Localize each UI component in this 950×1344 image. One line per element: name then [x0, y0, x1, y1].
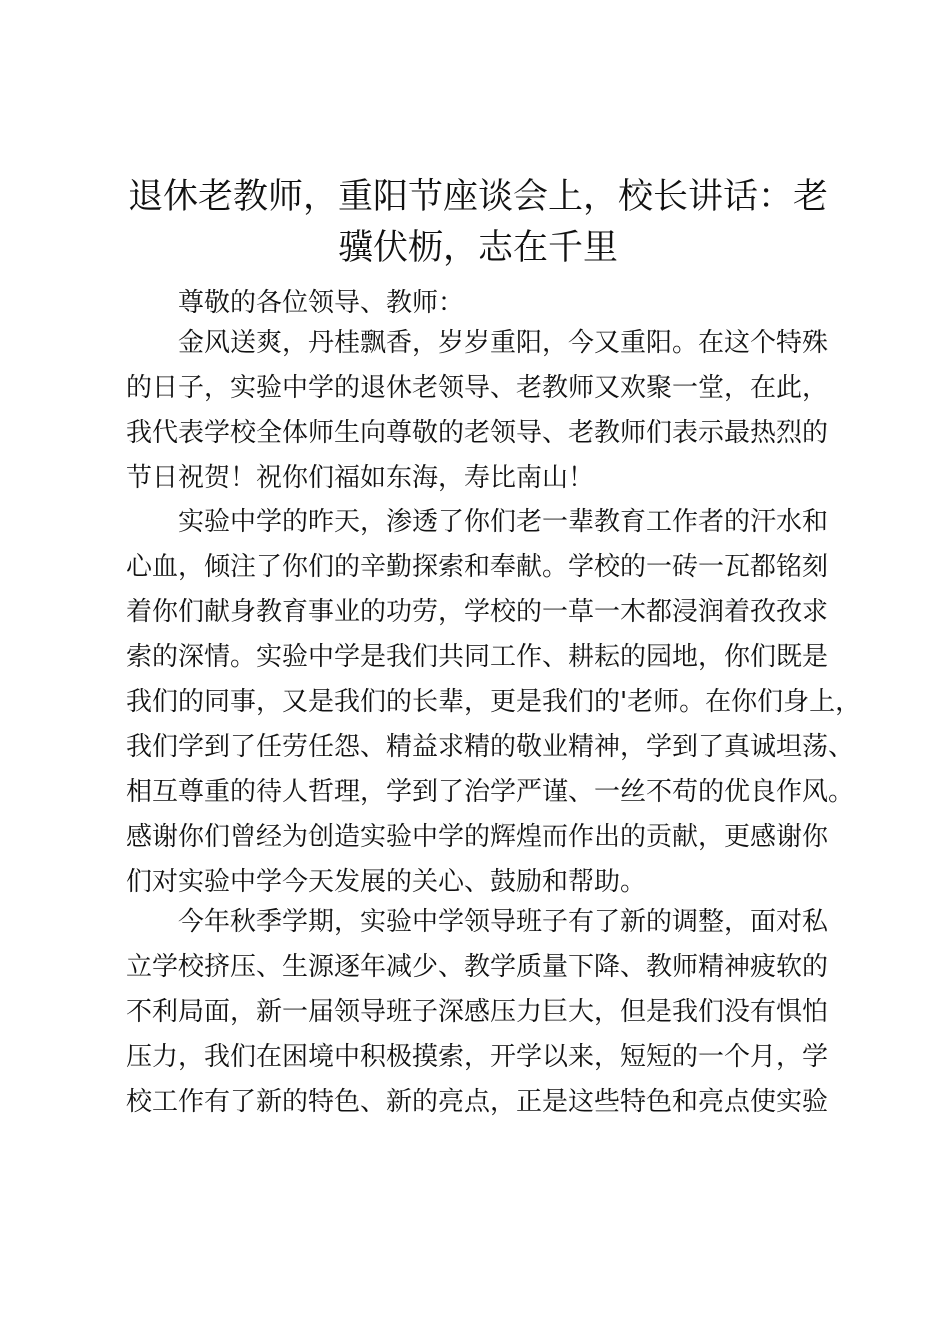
paragraph-line: 金风送爽，丹桂飘香，岁岁重阳，今又重阳。在这个特殊 — [178, 328, 829, 358]
paragraph-line: 着你们献身教育事业的功劳，学校的一草一木都浸润着孜孜求 — [126, 597, 829, 627]
paragraph-line: 压力，我们在困境中积极摸索，开学以来，短短的一个月，学 — [126, 1042, 829, 1072]
paragraph-line: 心血，倾注了你们的辛勤探索和奉献。学校的一砖一瓦都铭刻 — [126, 552, 829, 582]
paragraph-line: 我们学到了任劳任怨、精益求精的敬业精神，学到了真诚坦荡、 — [126, 732, 855, 762]
paragraph-line: 节日祝贺！祝你们福如东海，寿比南山！ — [126, 463, 595, 493]
paragraph-line: 感谢你们曾经为创造实验中学的辉煌而作出的贡献，更感谢你 — [126, 822, 829, 852]
salutation-text: 尊敬的各位领导、教师： — [178, 288, 465, 318]
paragraph-line: 今年秋季学期，实验中学领导班子有了新的调整，面对私 — [178, 907, 829, 937]
paragraph-2 — [126, 500, 862, 905]
title-line: 骥伏枥，志在千里 — [337, 228, 618, 268]
paragraph-line: 我们的同事，又是我们的长辈，更是我们的'老师。在你们身上， — [126, 687, 862, 717]
paragraph-line: 索的深情。实验中学是我们共同工作、耕耘的园地，你们既是 — [126, 642, 829, 672]
paragraph-line: 们对实验中学今天发展的关心、鼓励和帮助。 — [126, 867, 647, 897]
paragraph-line: 的日子，实验中学的退休老领导、老教师又欢聚一堂，在此， — [126, 373, 829, 403]
paragraph-1 — [126, 321, 838, 501]
paragraph-line: 校工作有了新的特色、新的亮点，正是这些特色和亮点使实验 — [126, 1087, 829, 1117]
paragraph-line: 立学校挤压、生源逐年减少、教学质量下降、教师精神疲软的 — [126, 952, 829, 982]
salutation — [126, 281, 838, 326]
paragraph-line: 我代表学校全体师生向尊敬的老领导、老教师们表示最热烈的 — [126, 418, 829, 448]
document-title — [122, 172, 834, 274]
paragraph-3 — [126, 900, 838, 1125]
title-line: 退休老教师，重阳节座谈会上，校长讲话：老 — [127, 177, 828, 217]
paragraph-line: 相互尊重的待人哲理，学到了治学严谨、一丝不苟的优良作风。 — [126, 777, 855, 807]
paragraph-line: 不利局面，新一届领导班子深感压力巨大，但是我们没有惧怕 — [126, 997, 829, 1027]
paragraph-line: 实验中学的昨天，渗透了你们老一辈教育工作者的汗水和 — [178, 507, 829, 537]
